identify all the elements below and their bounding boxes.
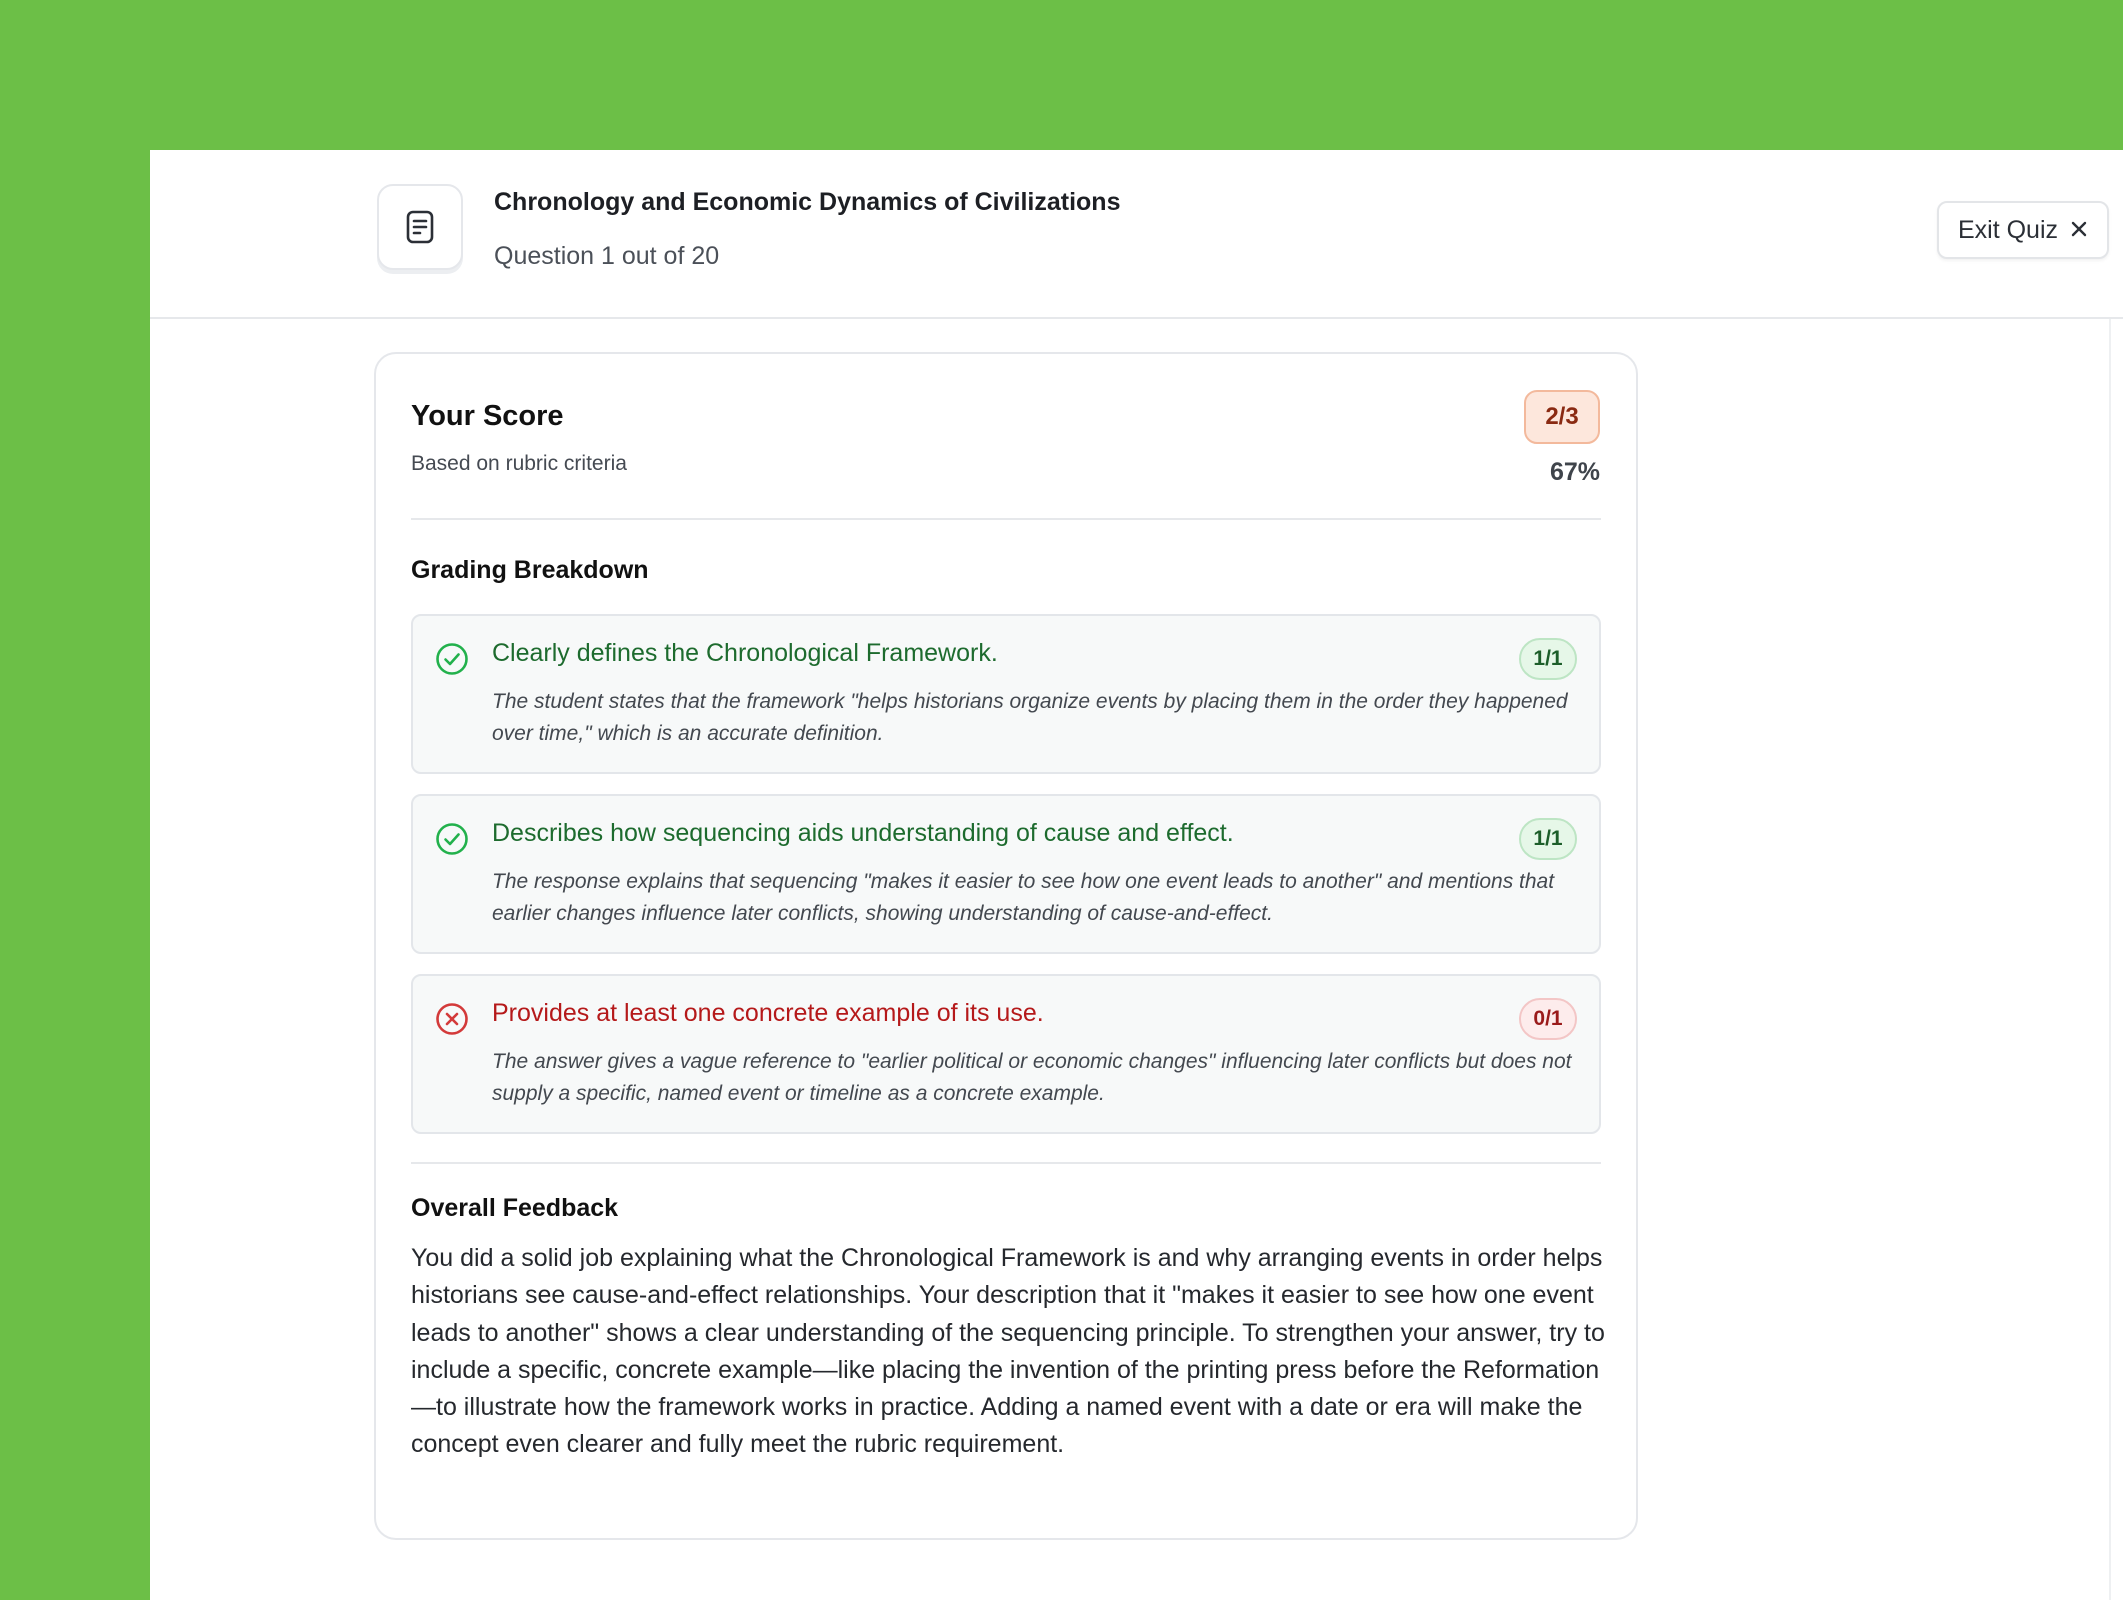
criterion-points: 0/1 xyxy=(1519,998,1577,1040)
results-card xyxy=(374,352,1638,1540)
feedback-body: You did a solid job explaining what the Chronological Framework is and why arranging events in order helps historians see cause-and-effect relationships. Your description that it "makes it easier to see how one event leads to another" shows a clear understanding of the sequencing principle. To strengthen your answer, try to include a specific, concrete example—like placing the invention of the printing press before the Reformation—to illustrate how the framework works in practice. Adding a named event with a date or era will make the concept even clearer and fully meet the rubric requirement. xyxy=(411,1244,1605,1459)
x-circle-icon xyxy=(435,1002,469,1036)
score-title: Your Score xyxy=(411,400,564,432)
quiz-window xyxy=(150,150,2123,1600)
score-subtitle: Based on rubric criteria xyxy=(411,452,627,475)
criterion-points: 1/1 xyxy=(1519,638,1577,680)
close-icon xyxy=(2070,216,2088,245)
criterion-title: Describes how sequencing aids understanding of cause and effect. xyxy=(492,819,1234,847)
score-percent: 67% xyxy=(1549,458,1600,486)
criterion-description: The student states that the framework "helps historians organize events by placing them in the order they happened over time," which is an accurate definition. xyxy=(492,690,1568,745)
exit-quiz-label: Exit Quiz xyxy=(1957,215,2059,244)
criterion-title: Provides at least one concrete example of its use. xyxy=(492,999,1044,1027)
check-circle-icon xyxy=(435,642,469,676)
score-badge: 2/3 xyxy=(1524,390,1600,444)
divider xyxy=(411,1162,1601,1164)
feedback-title: Overall Feedback xyxy=(411,1194,619,1222)
criterion-description: The response explains that sequencing "makes it easier to see how one event leads to another" and mentions that earlier changes influence later conflicts, showing understanding of cause-and-effect. xyxy=(492,870,1555,925)
criterion-item xyxy=(411,614,1601,774)
check-circle-icon xyxy=(435,822,469,856)
scrollbar-track[interactable] xyxy=(2109,319,2111,1600)
divider xyxy=(411,518,1601,520)
breakdown-title: Grading Breakdown xyxy=(411,556,649,584)
document-icon xyxy=(377,184,463,270)
exit-quiz-button[interactable] xyxy=(1937,201,2109,259)
criterion-item xyxy=(411,794,1601,954)
question-progress: Question 1 out of 20 xyxy=(494,242,720,270)
criterion-points: 1/1 xyxy=(1519,818,1577,860)
criterion-title: Clearly defines the Chronological Framework. xyxy=(492,639,998,667)
criterion-item xyxy=(411,974,1601,1134)
criterion-description: The answer gives a vague reference to "earlier political or economic changes" influencing later conflicts but does not supply a specific, named event or timeline as a concrete example. xyxy=(492,1050,1572,1105)
quiz-title: Chronology and Economic Dynamics of Civilizations xyxy=(494,188,1121,216)
quiz-header xyxy=(150,150,2123,319)
